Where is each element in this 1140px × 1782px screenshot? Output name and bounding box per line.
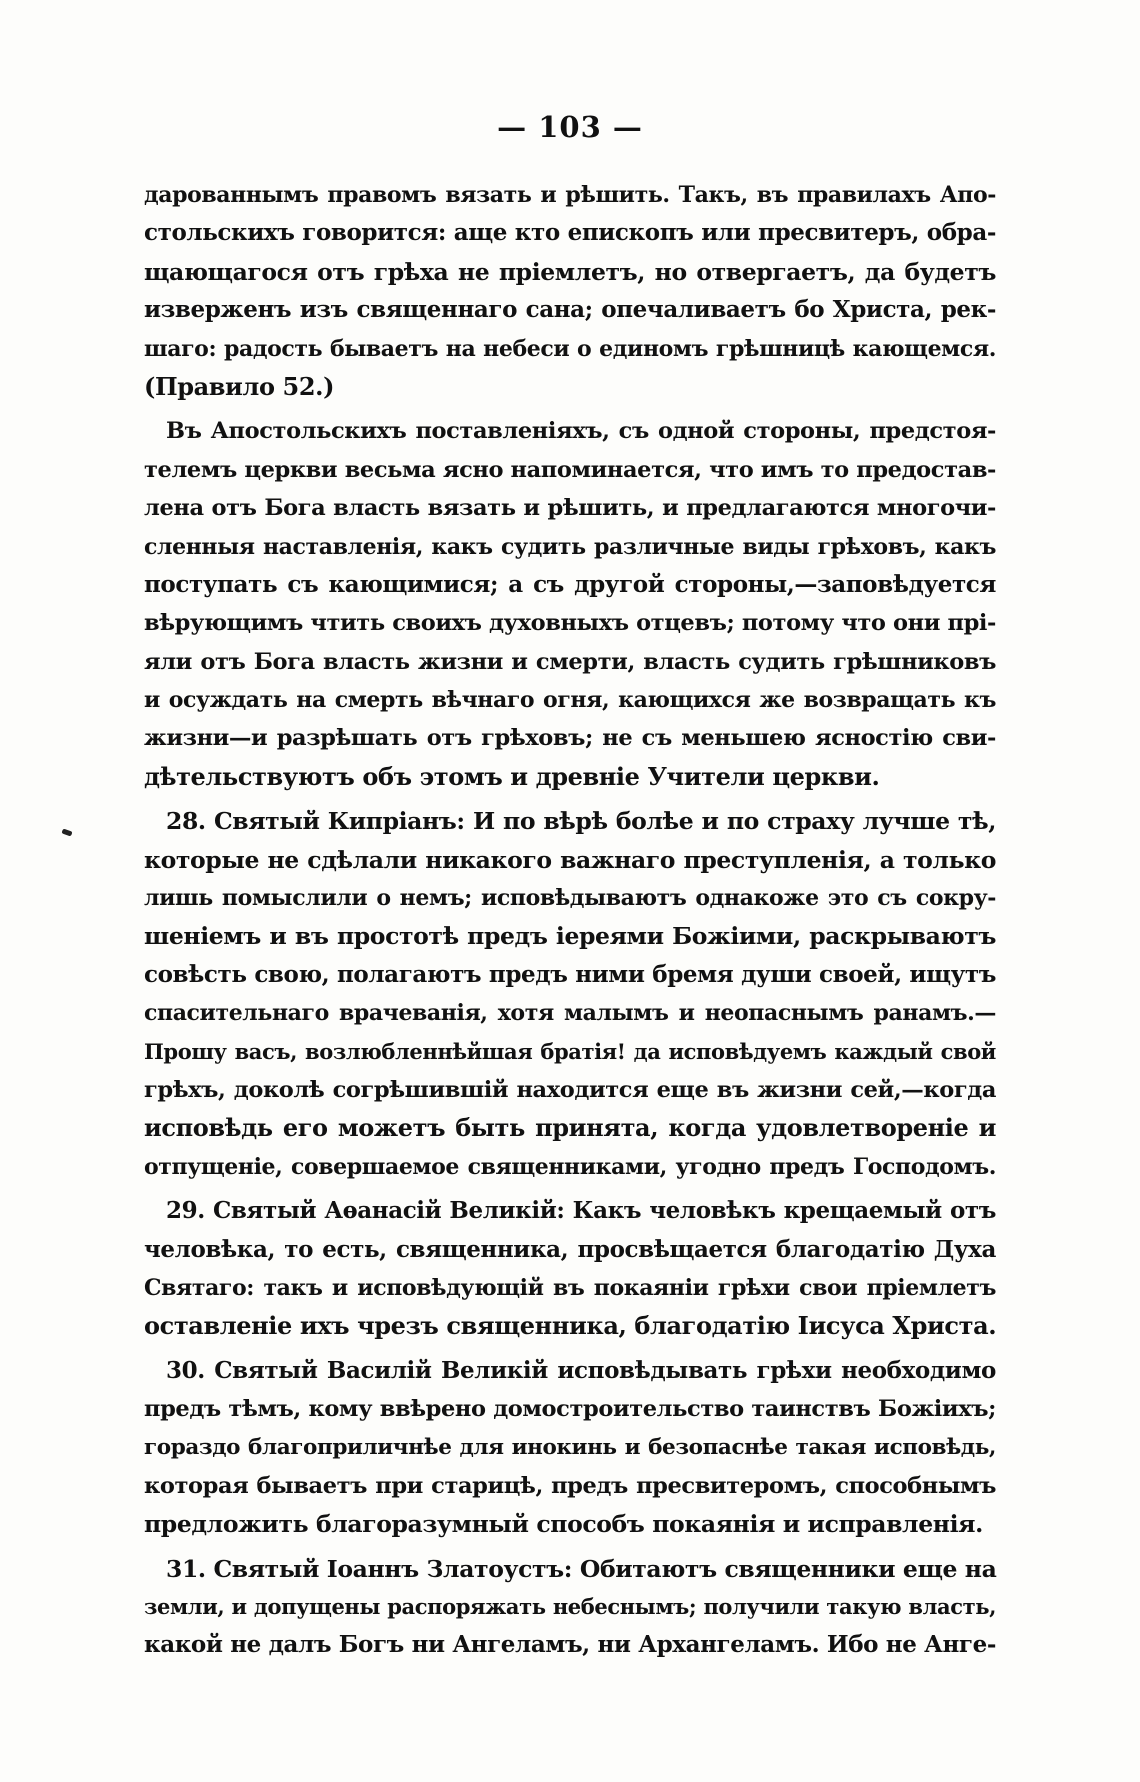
text-line: шеніемъ и въ простотѣ предъ іереями Божіими, раскрываютъ xyxy=(144,922,996,951)
text-line: оставленіе ихъ чрезъ священника, благодатію Іисуса Христа. xyxy=(144,1311,997,1341)
text-line: 30. Святый Василій Великій исповѣдывать грѣхи необходимо xyxy=(166,1356,996,1384)
text-line: Въ Апостольскихъ поставленіяхъ, съ одной стороны, предстоя- xyxy=(166,418,996,445)
text-line: Святаго: такъ и исповѣдующій въ покаяніи грѣхи свои пріемлетъ xyxy=(144,1274,996,1301)
text-line: какой не далъ Богъ ни Ангеламъ, ни Архангеламъ. Ибо не Анге- xyxy=(144,1631,996,1659)
page-body xyxy=(144,176,996,1665)
text-line: отпущеніе, совершаемое священниками, угодно предъ Господомъ. xyxy=(144,1153,996,1180)
text-line: изверженъ изъ священнаго сана; опечаливаетъ бо Христа, рек- xyxy=(144,296,996,324)
text-line: 28. Святый Кипріанъ: И по вѣрѣ болѣе и по страху лучше тѣ, xyxy=(166,807,996,836)
text-line: спасительнаго врачеванія, хотя малымъ и неопаснымъ ранамъ.— xyxy=(144,1000,996,1027)
text-line: которые не сдѣлали никакого важнаго преступленія, а только xyxy=(144,845,996,874)
text-line: человѣка, то есть, священника, просвѣщается благодатію Духа xyxy=(144,1235,996,1263)
text-line: Прошу васъ, возлюбленнѣйшая братія! да исповѣдуемъ каждый свой xyxy=(144,1038,996,1064)
text-line: поступать съ кающимися; а съ другой стороны,—заповѣдуется xyxy=(144,570,996,598)
text-line: лена отъ Бога власть вязать и рѣшить, и предлагаются многочи- xyxy=(144,495,996,522)
text-line: исповѣдь его можетъ быть принята, когда удовлетвореніе и xyxy=(144,1113,996,1143)
text-line: жизни—и разрѣшать отъ грѣховъ; не съ меньшею ясностію сви- xyxy=(144,725,996,752)
text-line: лишь помыслили о немъ; исповѣдываютъ однакоже это съ сокру- xyxy=(144,885,996,912)
text-line: и осуждать на смерть вѣчнаго огня, кающихся же возвращать къ xyxy=(144,687,996,714)
text-line: предъ тѣмъ, кому ввѣрено домостроительство таинствъ Божіихъ; xyxy=(144,1396,996,1423)
paragraph-28-cyprian xyxy=(144,802,996,1186)
text-line: (Правило 52.) xyxy=(144,371,335,401)
paragraph-31-chrysostom xyxy=(144,1550,996,1665)
paragraph-30-basil xyxy=(144,1352,996,1544)
text-line: гораздо благоприличнѣе для инокинь и безопаснѣе такая исповѣдь, xyxy=(144,1434,996,1460)
text-line: совѣсть свою, полагаютъ предъ ними бремя души своей, ищутъ xyxy=(144,960,996,988)
text-line: дарованнымъ правомъ вязать и рѣшить. Такъ, въ правилахъ Апо- xyxy=(144,182,996,208)
text-line: предложить благоразумный способъ покаянія и исправленія. xyxy=(144,1510,983,1539)
text-line: которая бываетъ при старицѣ, предъ пресвитеромъ, способнымъ xyxy=(144,1472,996,1499)
text-line: вѣрующимъ чтить своихъ духовныхъ отцевъ; потому что они прі- xyxy=(144,610,996,637)
text-line: грѣхъ, доколѣ согрѣшившій находится еще въ жизни сей,—когда xyxy=(144,1076,996,1103)
page-number: — 103 — xyxy=(497,110,643,144)
text-line: 31. Святый Іоаннъ Златоустъ: Обитаютъ священники еще на xyxy=(166,1554,997,1583)
text-line: дѣтельствуютъ объ этомъ и древніе Учители церкви. xyxy=(144,761,880,791)
text-line: сленныя наставленія, какъ судить различные виды грѣховъ, какъ xyxy=(144,533,996,560)
paragraph-29-athanasius xyxy=(144,1192,996,1346)
text-line: шаго: радость бываетъ на небеси о единомъ грѣшницѣ кающемся. xyxy=(144,335,996,362)
paragraph-apostolic-constitutions xyxy=(144,412,996,796)
text-line: земли, и допущены распоряжать небеснымъ; получили такую власть, xyxy=(144,1594,996,1620)
text-line: яли отъ Бога власть жизни и смерти, власть судить грѣшниковъ xyxy=(144,648,996,675)
text-line: стольскихъ говорится: аще кто епископъ или пресвитеръ, обра- xyxy=(144,219,996,247)
text-line: щающагося отъ грѣха не пріемлетъ, но отвергаетъ, да будетъ xyxy=(144,257,996,286)
text-line: 29. Святый Аѳанасій Великій: Какъ человѣкъ крещаемый отъ xyxy=(166,1197,996,1225)
margin-ink-mark xyxy=(61,828,72,836)
text-line: телемъ церкви весьма ясно напоминается, что имъ то предостав- xyxy=(144,456,996,483)
paragraph-apostolic-rules xyxy=(144,176,996,406)
